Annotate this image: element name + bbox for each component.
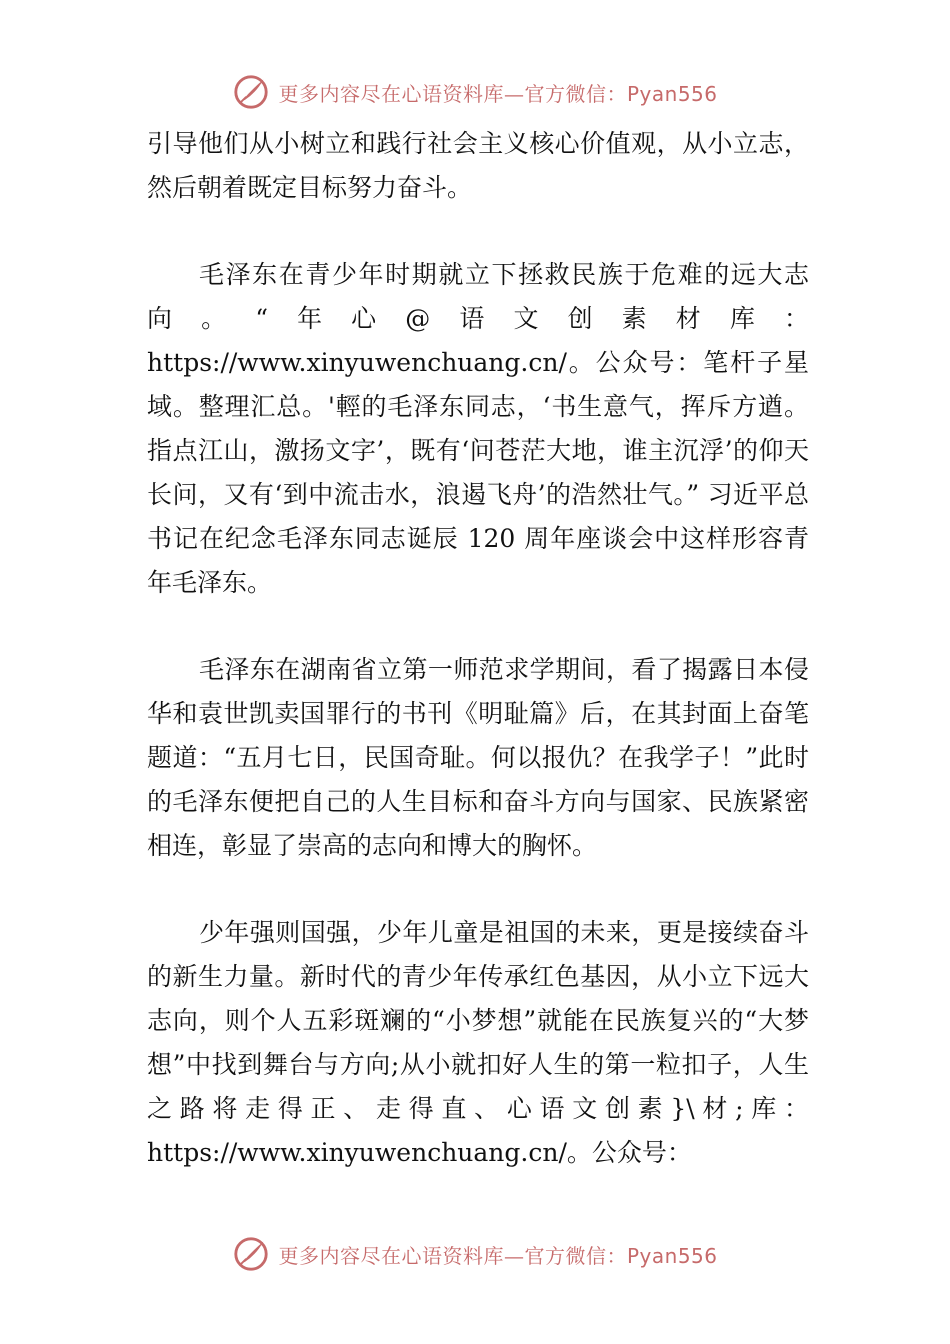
banner-label: 更多内容尽在心语资料库—官方微信： [278,81,627,106]
wechat-id: Pyan556 [626,1243,718,1268]
header-banner [0,70,950,114]
banner-label: 更多内容尽在心语资料库—官方微信： [278,1243,627,1268]
document-body [147,122,809,1218]
feather-circle-icon [232,73,270,111]
paragraph-1: 引导他们从小树立和践行社会主义核心价值观，从小立志，然后朝着既定目标努力奋斗。 [147,129,809,202]
banner-text [278,1240,717,1269]
paragraph-4: 少年强则国强，少年儿童是祖国的未来，更是接续奋斗的新生力量。新时代的青少年传承红色基因，从小立下远大志向，则个人五彩斑斓的“小梦想”就能在民族复兴的“大梦想”中找到舞台与方向;从小就扣好人生的第一粒扣子，人生之路将走得正、走得直、心语文创素}\材;库：https://www.xinyuwenchuang.cn/。公众号： [147,918,809,1167]
feather-circle-icon [232,1235,270,1273]
paragraph-2: 毛泽东在青少年时期就立下拯救民族于危难的远大志向。“年心@语文创素材库：https://www.xinyuwenchuang.cn/。公众号：笔杆子星域。整理汇总。'輕的毛泽东同志，‘书生意气，挥斥方遒。指点江山，激扬文字’，既有‘问苍茫大地，谁主沉浮’的仰天长问，又有‘到中流击水，浪遏飞舟’的浩然壮气。” 习近平总书记在纪念毛泽东同志诞辰 120 周年座谈会中这样形容青年毛泽东。 [147,260,809,597]
footer-banner [0,1232,950,1276]
paragraph-3: 毛泽东在湖南省立第一师范求学期间，看了揭露日本侵华和袁世凯卖国罪行的书刊《明耻篇》后，在其封面上奋笔题道：“五月七日，民国奇耻。何以报仇？在我学子！”此时的毛泽东便把自己的人生目标和奋斗方向与国家、民族紧密相连，彰显了崇高的志向和博大的胸怀。 [147,655,809,860]
banner-text [278,78,717,107]
wechat-id: Pyan556 [626,81,718,106]
